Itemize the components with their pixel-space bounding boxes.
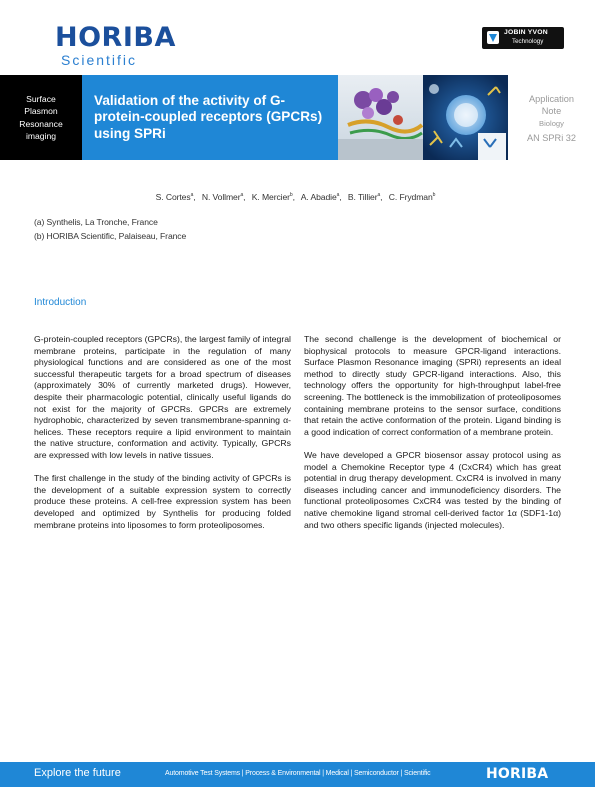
badge-line2: Technology: [512, 38, 544, 45]
author: N. Vollmer$^a$,: [201, 192, 246, 202]
author: K. Mercier$^b$,: [251, 192, 295, 202]
biology-collage-illustration: [338, 75, 508, 160]
author: C. Frydman$^b$: [388, 192, 436, 202]
document-title: Validation of the activity of G-protein-coupled receptors (GPCRs) using SPRi: [94, 93, 323, 141]
jobin-yvon-mark-icon: [486, 30, 500, 45]
note-type-line: Application: [529, 94, 574, 104]
badge-line1: JOBIN YVON: [504, 29, 548, 36]
section-heading: Introduction: [34, 297, 87, 308]
logo-subtitle: Scientific: [61, 52, 138, 68]
affiliation-b: (b) HORIBA Scientific, Palaiseau, France: [34, 231, 187, 241]
note-metadata-panel: [508, 75, 595, 160]
body-column-right: [304, 334, 561, 543]
title-panel: [82, 75, 338, 160]
note-number: AN SPRi 32: [526, 133, 577, 143]
technique-line: Plasmon: [24, 106, 58, 117]
technique-panel: [0, 75, 82, 160]
author: B. Tillier$^a$,: [347, 192, 383, 202]
author: A. Abadie$^a$,: [300, 192, 342, 202]
footer-logo: HORIBA: [486, 766, 549, 782]
paragraph: The first challenge in the study of the binding activity of GPCRs is the development of a suitable expression system to correctly produce these proteins. A cell-free expression system has been developed and optimized by Synthelis for producing folded membrane proteins into liposomes to form proteoliposomes.: [34, 473, 291, 530]
footer-sectors: Automotive Test Systems | Process & Environmental | Medical | Semiconductor | Scientific: [165, 770, 431, 777]
technique-line: imaging: [25, 130, 57, 141]
title-banner: [0, 75, 595, 160]
footer-bar: [0, 762, 595, 787]
horiba-scientific-logo: [55, 24, 176, 68]
technique-line: Resonance: [19, 118, 63, 129]
paragraph: We have developed a GPCR biosensor assay protocol using as model a Chemokine Receptor type 4 (CxCR4) which has great potential in drug therapy development. CxCR4 is involved in many diseases including cancer and immunodeficiency disorders. The functional proteoliposomes CxCR4 was tested by the binding of native chemokine ligand stromal cell-derived factor 1α (SDF1-1α) and two others specific ligands (injected molecules).: [304, 449, 561, 530]
paragraph: The second challenge is the development of biochemical or biophysical protocols to measure GPCR-ligand interactions. Surface Plasmon Resonance imaging (SPRi) represents an ideal method to directly study GPCR-ligand interactions. Also, this technology offers the opportunity for high-throughput label-free screening. The bottleneck is the immobilization of proteoliposomes containing membrane proteins to the sensor surface, conditions that retain the active conformation of the protein. Ligand binding is a good indication of correct conformation of a membrane protein.: [304, 334, 561, 437]
banner-illustration: [338, 75, 508, 160]
logo-wordmark: HORIBA: [55, 22, 176, 53]
paragraph: G-protein-coupled receptors (GPCRs), the largest family of integral membrane proteins, participate in the regulation of many physiological functions and are considered as one of the most successful therapeutic targets for a broad spectrum of diseases (approximately 30% of currently marketed drugs). However, despite their pharmacologic potential, clinically useful ligands do not exist for the majority of GPCRs. GPCRs are extremely hydrophobic, characterized by seven transmembrane-spanning α-helices. These receptors require a lipid environment to maintain the native structure, conformation and activity. Typically, GPCRs are expressed with low levels in native tissues.: [34, 334, 291, 460]
author: S. Cortes$^a$,: [155, 192, 196, 202]
author-list: [0, 192, 595, 202]
note-category: Biology: [539, 119, 564, 128]
jobin-yvon-badge: [482, 27, 564, 49]
note-type-line: Note: [541, 106, 562, 116]
technique-line: Surface: [26, 94, 56, 105]
footer-tagline: Explore the future: [34, 767, 121, 779]
affiliation-a: (a) Synthelis, La Tronche, France: [34, 217, 158, 227]
body-column-left: [34, 334, 291, 543]
